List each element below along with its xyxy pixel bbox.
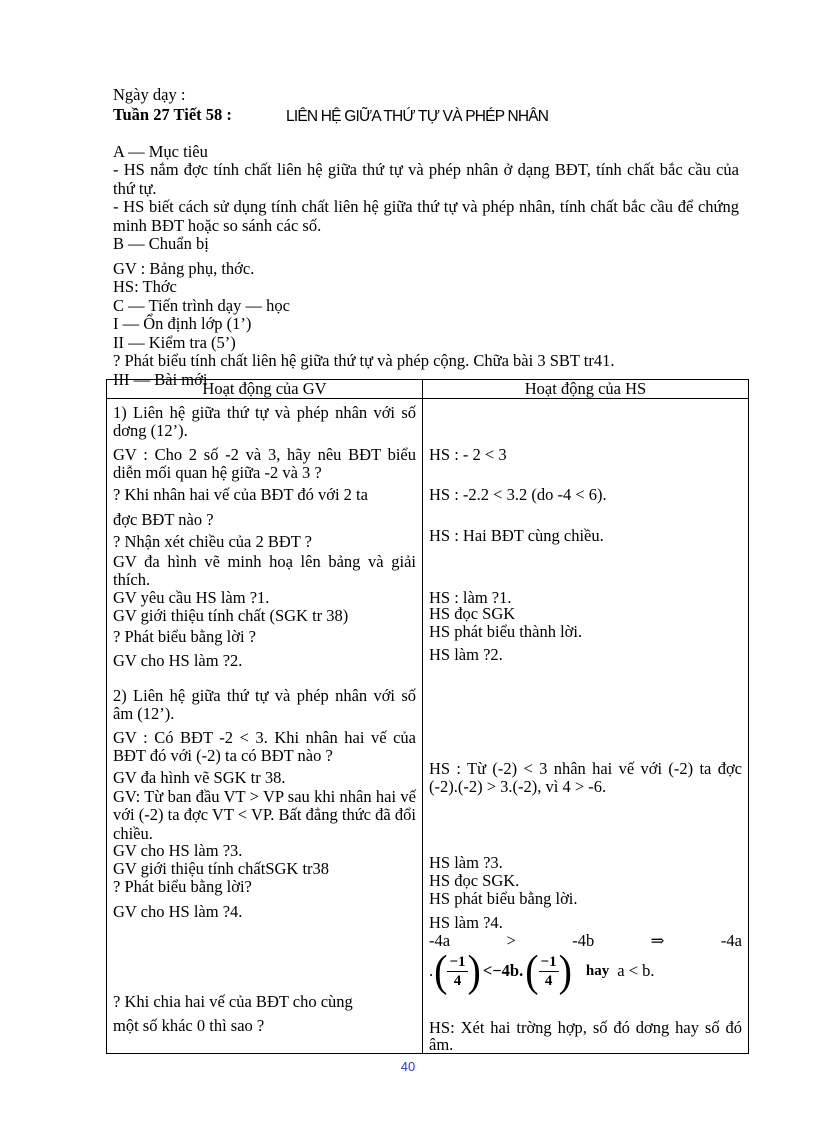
gv-text: GV cho HS làm ?3. [113,841,243,860]
hs-text: HS làm ?2. [429,645,503,664]
gv-text: GV đa hình vẽ minh hoạ lên bảng và giải thích. [113,552,416,590]
header-hs: Hoạt động của HS [423,380,749,399]
review-question: ? Phát biểu tính chất liên hệ giữa thứ tự và phép cộng. Chữa bài 3 SBT tr41. [113,351,615,371]
page-number: 40 [400,1059,416,1074]
gv-text: GV : Có BĐT -2 < 3. Khi nhân hai vế của BĐT đó với (-2) ta có BĐT nào ? [113,728,416,766]
week-lesson-label: Tuần 27 Tiết 58 : [113,105,232,124]
intro-section [113,143,739,389]
math-operator: > [506,931,516,950]
hs-text: HS làm ?3. [429,853,503,872]
step-1: I — Ổn định lớp (1’) [113,314,252,334]
gv-text: đợc BĐT nào ? [113,510,214,529]
math-term: -4b [572,931,595,950]
hs-text: HS phát biểu thành lời. [429,622,583,641]
hs-text: HS: Xét hai trờng hợp, số đó dơng hay số đó âm. [429,1018,742,1055]
objective-1: - HS nắm đợc tính chất liên hệ giữa thứ tự và phép nhân ở dạng BĐT, tính chất bắc cầu của thứ tự. [113,160,739,198]
preparation-hs: HS: Thớc [113,277,177,297]
gv-text: GV yêu cầu HS làm ?1. [113,588,270,607]
gv-text: GV : Cho 2 số -2 và 3, hãy nêu BĐT biểu diễn mối quan hệ giữa -2 và 3 ? [113,445,416,483]
hs-text: HS : Từ (-2) < 3 nhân hai vế với (-2) ta đợc (-2).(-2) > 3.(-2), vì 4 > -6. [429,759,742,797]
hs-cell [423,399,749,1054]
hs-text: HS phát biểu bằng lời. [429,889,578,908]
preparation-heading: B — Chuẩn bị [113,234,209,254]
table-body-row [107,399,749,1054]
fraction-numerator: −1 [449,953,466,970]
procedure-heading: C — Tiến trình dạy — học [113,295,290,315]
math-term: -4a [429,931,451,950]
hay-word: hay [585,962,610,979]
preparation-gv: GV : Bảng phụ, thớc. [113,258,255,278]
step-3: III — Bài mới [113,369,208,389]
date-label: Ngày dạy : [113,85,186,104]
fraction-denominator: 4 [544,972,553,989]
hs-text: HS : làm ?1. [429,588,512,607]
gv-text: GV giới thiệu tính chấtSGK tr38 [113,859,330,878]
hs-text: HS : - 2 < 3 [429,445,507,464]
header-gv: Hoạt động của GV [107,380,423,399]
gv-section-2-heading: 2) Liên hệ giữa thứ tự và phép nhân với số âm (12’). [113,686,416,724]
hs-math-line-2 [429,945,742,996]
math-middle: <−4b. [482,960,524,980]
table-header-row [107,380,749,399]
fraction-numerator: −1 [540,953,557,970]
gv-text: GV cho HS làm ?2. [113,651,243,670]
gv-text: ? Khi nhân hai vế của BĐT đó với 2 ta [113,485,368,504]
gv-text: ? Phát biểu bằng lời ? [113,627,256,646]
gv-text: ? Khi chia hai vế của BĐT cho cùng [113,992,353,1011]
hs-text: HS đọc SGK [429,604,516,623]
implies-symbol: ⇒ [650,931,665,950]
gv-text: ? Phát biểu bằng lời? [113,877,252,896]
objective-2: - HS biết cách sử dụng tính chất liên hệ giữa thứ tự và phép nhân, tính chất bắc cầu để chứng minh BĐT hoặc so sánh các số. [113,197,739,235]
math-term: -4a [720,931,742,950]
math-conclusion: a < b. [617,960,655,980]
hs-text: HS : Hai BĐT cùng chiều. [429,526,604,545]
step-2: II — Kiểm tra (5’) [113,332,236,352]
gv-text: GV đa hình vẽ SGK tr 38. [113,768,286,787]
fraction-neg-one-fourth: ( $\frac{-1}{4}$ ) [434,945,481,996]
math-dot: . [429,960,434,980]
fraction-denominator: 4 [453,972,462,989]
hs-text: HS đọc SGK. [429,871,520,890]
gv-text: một số khác 0 thì sao ? [113,1016,265,1035]
hs-text: HS làm ?4. [429,913,503,932]
gv-text: GV giới thiệu tính chất (SGK tr 38) [113,606,349,625]
hs-text: HS : -2.2 < 3.2 (do -4 < 6). [429,485,607,504]
activity-table [106,379,749,1054]
lesson-title: LIÊN HỆ GIỮA THỨ TỰ VÀ PHÉP NHÂN [286,108,549,125]
gv-cell [107,399,423,1054]
gv-text: ? Nhận xét chiều của 2 BĐT ? [113,532,312,551]
gv-text: GV: Từ ban đầu VT > VP sau khi nhân hai vế với (-2) ta đợc VT < VP. Bất đẳng thức đã đổi chiều. [113,787,416,843]
gv-text: GV cho HS làm ?4. [113,902,243,921]
objectives-heading: A — Mục tiêu [113,142,208,161]
fraction-neg-one-fourth: ( $\frac{-1}{4}$ ) [525,945,572,996]
gv-section-1-heading: 1) Liên hệ giữa thứ tự và phép nhân với số dơng (12’). [113,403,416,441]
